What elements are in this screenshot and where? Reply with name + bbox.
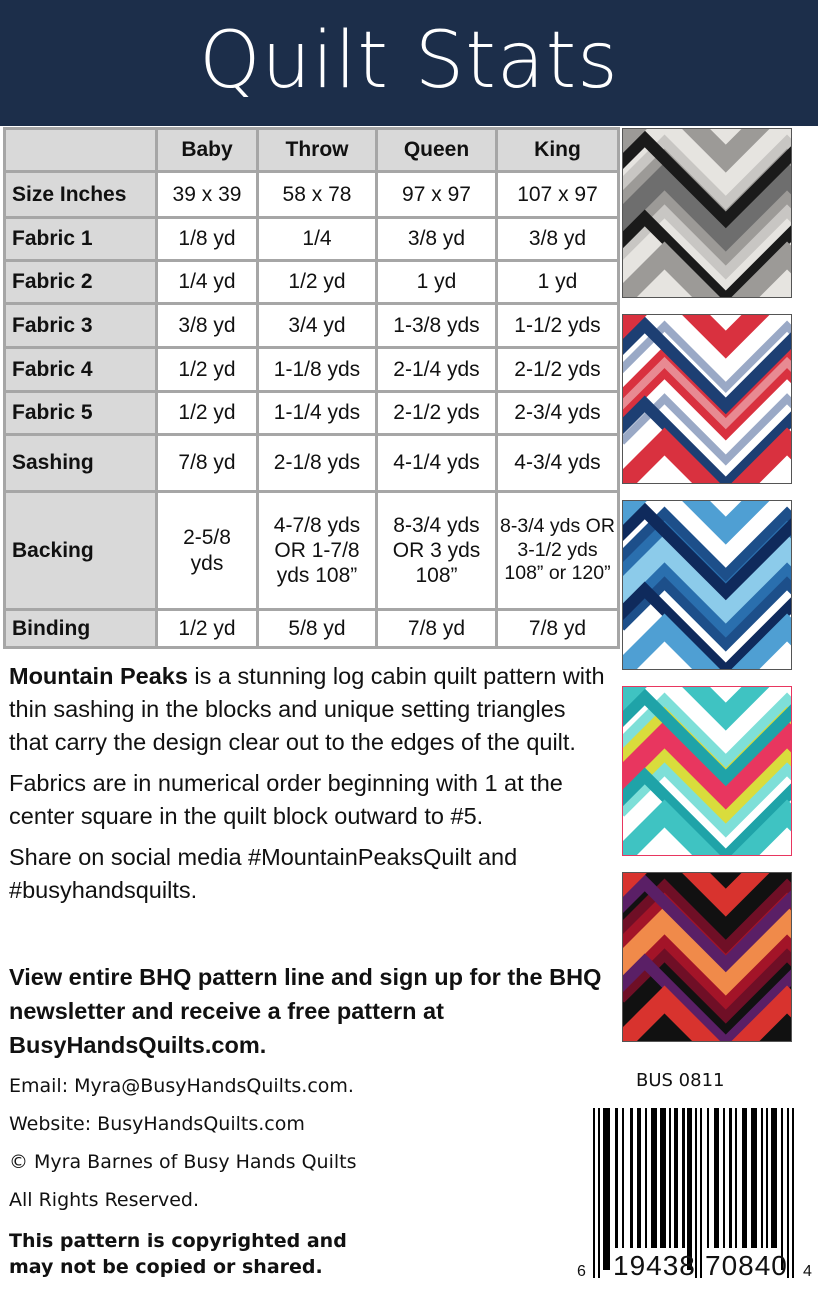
quilt-image-red-white-blue xyxy=(622,314,792,484)
table-cell: 3/8 yd xyxy=(497,218,619,261)
table-cell: 1 yd xyxy=(497,261,619,304)
table-row xyxy=(5,610,619,648)
table-cell: 2-3/4 yds xyxy=(497,392,619,435)
table-cell: 1-1/2 yds xyxy=(497,304,619,348)
table-cell: 8-3/4 yds OR 3 yds 108” xyxy=(377,492,497,610)
row-label: Binding xyxy=(5,610,157,648)
table-cell: 1/2 yd xyxy=(157,348,258,392)
description-text: is a stunning log cabin quilt pattern with thin sashing in the blocks and unique setting triangles that carry the design clear out to the edges of the quilt. xyxy=(9,663,605,755)
table-cell: 1/2 yd xyxy=(157,610,258,648)
column-header-queen: Queen xyxy=(377,129,497,172)
website-line: Website: BusyHandsQuilts.com xyxy=(9,1113,305,1135)
row-label: Fabric 2 xyxy=(5,261,157,304)
barcode xyxy=(575,1108,815,1288)
table-row xyxy=(5,392,619,435)
email-line: Email: Myra@BusyHandsQuilts.com. xyxy=(9,1075,354,1097)
table-cell: 1 yd xyxy=(377,261,497,304)
table-cell: 107 x 97 xyxy=(497,172,619,218)
table-cell: 4-3/4 yds xyxy=(497,435,619,492)
table-cell: 1/2 yd xyxy=(258,261,377,304)
quilt-image-brights xyxy=(622,686,792,856)
row-label: Fabric 5 xyxy=(5,392,157,435)
table-cell: 1-1/4 yds xyxy=(258,392,377,435)
description-paragraph-2: Fabrics are in numerical order beginning with 1 at the center square in the quilt block outward to #5. xyxy=(9,770,563,829)
table-cell: 7/8 yd xyxy=(497,610,619,648)
table-cell: 1/4 xyxy=(258,218,377,261)
barcode-digits-right: 70840 xyxy=(705,1250,788,1281)
copyright-notice: This pattern is copyrighted and may not be copied or shared. xyxy=(9,1230,347,1278)
table-cell: 39 x 39 xyxy=(157,172,258,218)
quilt-stats-table xyxy=(3,127,620,649)
table-cell: 3/4 yd xyxy=(258,304,377,348)
product-sku: BUS 0811 xyxy=(636,1070,725,1091)
header-banner xyxy=(0,0,818,126)
table-cell: 4-7/8 yds OR 1-7/8 yds 108” xyxy=(258,492,377,610)
copyright-line: © Myra Barnes of Busy Hands Quilts xyxy=(9,1151,357,1173)
newsletter-call-to-action: View entire BHQ pattern line and sign up for the BHQ newsletter and receive a free pattern at BusyHandsQuilts.com. xyxy=(9,964,602,1058)
table-row xyxy=(5,435,619,492)
contact-info xyxy=(9,1070,356,1222)
quilt-image-gray-black xyxy=(622,128,792,298)
table-row xyxy=(5,304,619,348)
row-label: Sashing xyxy=(5,435,157,492)
table-cell: 2-1/4 yds xyxy=(377,348,497,392)
description-paragraph-3: Share on social media #MountainPeaksQuilt and #busyhandsquilts. xyxy=(9,844,518,903)
table-cell: 3/8 yd xyxy=(377,218,497,261)
column-header-throw: Throw xyxy=(258,129,377,172)
column-header-king: King xyxy=(497,129,619,172)
table-cell: 1/4 yd xyxy=(157,261,258,304)
table-cell: 7/8 yd xyxy=(157,435,258,492)
quilt-image-jewel xyxy=(622,872,792,1042)
barcode-digits-left: 19438 xyxy=(613,1250,696,1281)
row-label: Backing xyxy=(5,492,157,610)
quilt-image-blues xyxy=(622,500,792,670)
table-cell: 1/2 yd xyxy=(157,392,258,435)
table-row xyxy=(5,348,619,392)
column-header-empty xyxy=(5,129,157,172)
pattern-name: Mountain Peaks xyxy=(9,663,188,689)
row-label: Size Inches xyxy=(5,172,157,218)
page-title: Quilt Stats xyxy=(199,16,619,106)
table-row xyxy=(5,261,619,304)
table-cell: 1-1/8 yds xyxy=(258,348,377,392)
pattern-description xyxy=(9,660,609,915)
table-cell: 2-5/8 yds xyxy=(157,492,258,610)
table-header-row xyxy=(5,129,619,172)
table-row xyxy=(5,492,619,610)
table-row xyxy=(5,172,619,218)
description-paragraph-1 xyxy=(9,660,609,759)
barcode-digit-first: 6 xyxy=(577,1263,586,1280)
table-cell: 1/8 yd xyxy=(157,218,258,261)
row-label: Fabric 3 xyxy=(5,304,157,348)
table-cell: 58 x 78 xyxy=(258,172,377,218)
table-cell: 7/8 yd xyxy=(377,610,497,648)
barcode-digit-last: 4 xyxy=(803,1263,812,1280)
row-label: Fabric 1 xyxy=(5,218,157,261)
table-cell: 1-3/8 yds xyxy=(377,304,497,348)
table-cell: 2-1/2 yds xyxy=(377,392,497,435)
table-cell: 8-3/4 yds OR 3-1/2 yds 108” or 120” xyxy=(497,492,619,610)
table-cell: 4-1/4 yds xyxy=(377,435,497,492)
table-cell: 5/8 yd xyxy=(258,610,377,648)
table-row xyxy=(5,218,619,261)
rights-line: All Rights Reserved. xyxy=(9,1189,200,1211)
column-header-baby: Baby xyxy=(157,129,258,172)
table-cell: 97 x 97 xyxy=(377,172,497,218)
quilt-pattern-icon xyxy=(623,129,791,297)
row-label: Fabric 4 xyxy=(5,348,157,392)
table-cell: 2-1/8 yds xyxy=(258,435,377,492)
table-cell: 3/8 yd xyxy=(157,304,258,348)
table-cell: 2-1/2 yds xyxy=(497,348,619,392)
